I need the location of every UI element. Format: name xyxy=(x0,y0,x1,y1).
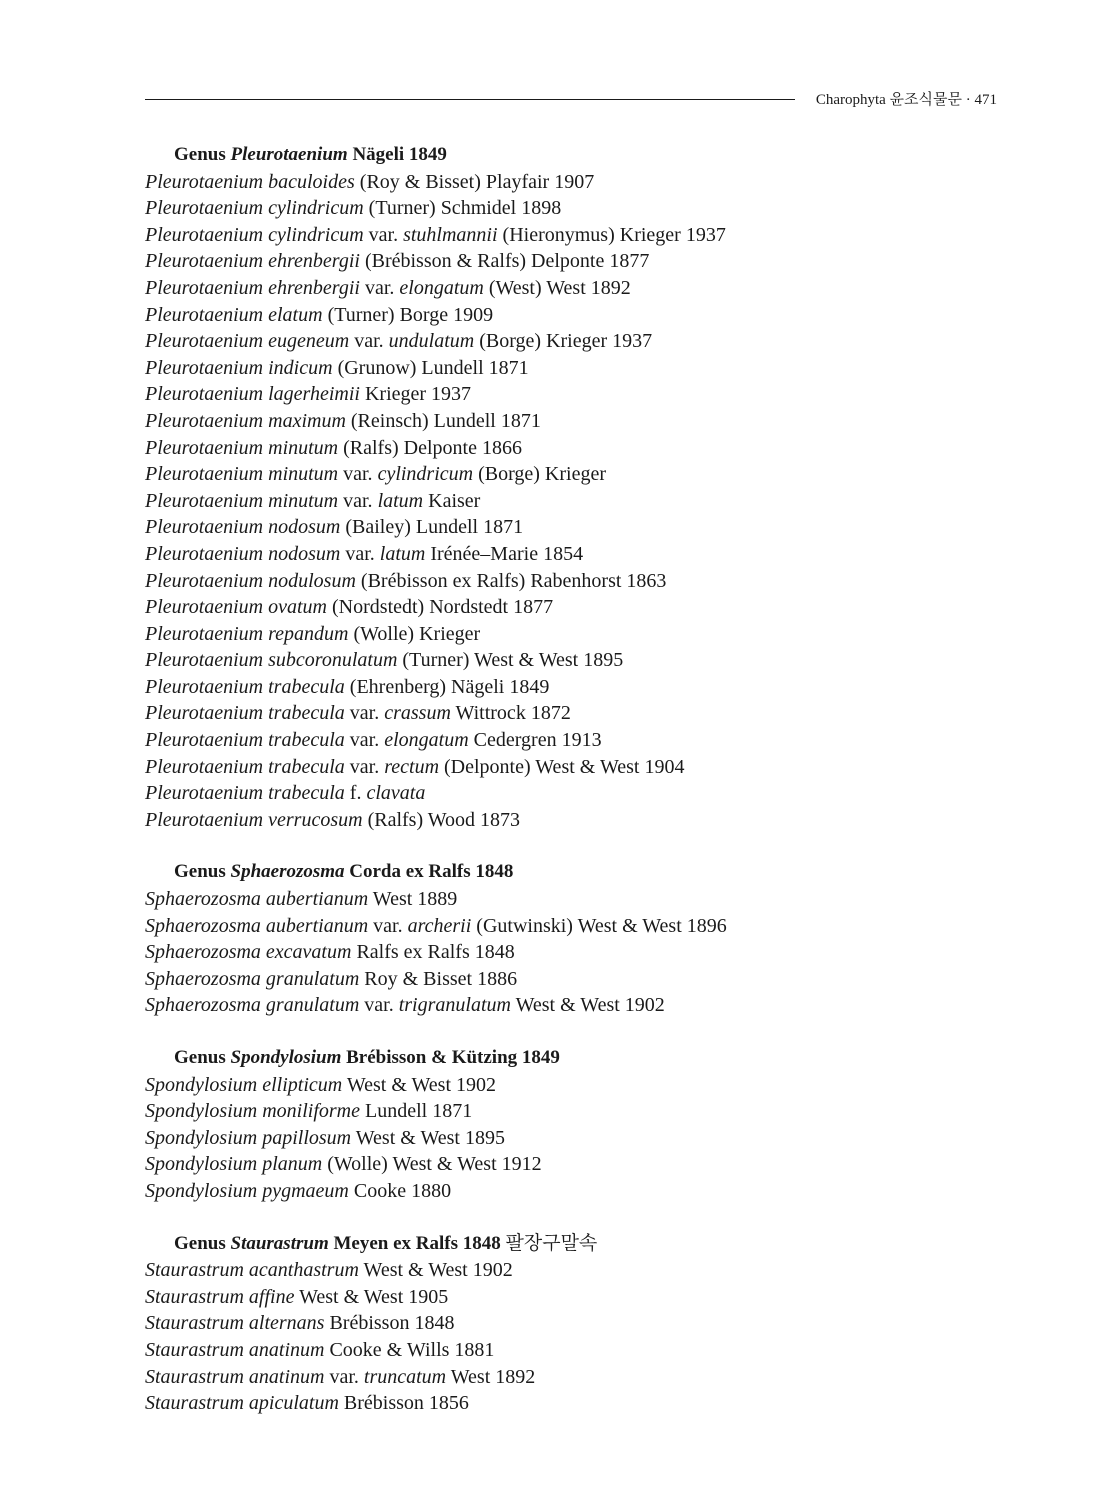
genus-label: Genus xyxy=(174,1047,231,1068)
species-binomial: Pleurotaenium verrucosum xyxy=(145,808,363,831)
infraspecific-rank: var. xyxy=(368,914,408,937)
species-entry xyxy=(145,169,1045,196)
species-authority: (Brébisson ex Ralfs) Rabenhorst 1863 xyxy=(355,569,667,592)
species-authority: Kaiser xyxy=(423,489,481,512)
species-binomial: Pleurotaenium ovatum xyxy=(145,596,328,619)
species-binomial: Sphaerozosma granulatum xyxy=(145,994,360,1017)
species-entry xyxy=(145,435,1045,462)
species-binomial: Staurastrum anatinum xyxy=(145,1365,325,1388)
species-entry xyxy=(145,992,1045,1019)
species-entry xyxy=(145,1284,1045,1311)
species-authority: West & West 1902 xyxy=(358,1259,513,1282)
species-entry xyxy=(145,195,1045,222)
species-entry xyxy=(145,674,1045,701)
infraspecific-epithet: latum xyxy=(379,542,426,565)
infraspecific-epithet: crassum xyxy=(384,702,451,725)
species-authority: West & West 1895 xyxy=(351,1126,505,1149)
species-entry xyxy=(145,886,1045,913)
species-authority: Ralfs ex Ralfs 1848 xyxy=(351,941,515,964)
species-entry xyxy=(145,1390,1045,1417)
infraspecific-epithet: clavata xyxy=(366,782,426,805)
species-binomial: Sphaerozosma excavatum xyxy=(145,941,352,964)
species-entry xyxy=(145,541,1045,568)
infraspecific-epithet: archerii xyxy=(407,914,472,937)
species-authority: Wittrock 1872 xyxy=(450,702,571,725)
species-entry xyxy=(145,1337,1045,1364)
genus-label: Genus xyxy=(174,861,231,883)
species-entry xyxy=(145,248,1045,275)
species-entry xyxy=(145,408,1045,435)
genus-label: Genus xyxy=(174,144,231,165)
species-authority: (Turner) Schmidel 1898 xyxy=(363,197,562,220)
infraspecific-rank: var. xyxy=(359,994,399,1017)
species-authority: Irénée–Marie 1854 xyxy=(425,542,584,565)
species-entry xyxy=(145,594,1045,621)
species-entry xyxy=(145,1310,1045,1337)
species-authority: (Wolle) West & West 1912 xyxy=(322,1153,542,1176)
species-authority: (Grunow) Lundell 1871 xyxy=(332,356,529,379)
species-entry xyxy=(145,621,1045,648)
species-authority: (Bailey) Lundell 1871 xyxy=(340,516,524,539)
species-binomial: Pleurotaenium ehrenbergii xyxy=(145,276,360,299)
species-entry xyxy=(145,1178,1045,1205)
species-authority: (Delponte) West & West 1904 xyxy=(439,755,685,778)
species-authority: (Turner) West & West 1895 xyxy=(397,649,624,672)
genus-section xyxy=(145,1231,1045,1417)
species-binomial: Spondylosium ellipticum xyxy=(145,1073,343,1096)
species-authority: Brébisson 1856 xyxy=(338,1392,469,1415)
species-authority: Cedergren 1913 xyxy=(468,729,602,752)
species-binomial: Pleurotaenium lagerheimii xyxy=(145,383,360,406)
species-entry xyxy=(145,966,1045,993)
infraspecific-rank: var. xyxy=(324,1365,364,1388)
species-entry xyxy=(145,275,1045,302)
species-binomial: Pleurotaenium indicum xyxy=(145,356,333,379)
species-entry xyxy=(145,647,1045,674)
species-binomial: Staurastrum acanthastrum xyxy=(145,1259,359,1282)
species-authority: West 1892 xyxy=(446,1365,536,1388)
genus-name: Staurastrum xyxy=(230,1232,329,1254)
species-authority: (Nordstedt) Nordstedt 1877 xyxy=(327,596,554,619)
genus-heading xyxy=(145,1045,1045,1072)
species-entry xyxy=(145,727,1045,754)
species-entry xyxy=(145,568,1045,595)
infraspecific-rank: var. xyxy=(363,223,404,246)
species-checklist xyxy=(145,142,1045,1443)
species-binomial: Sphaerozosma aubertianum xyxy=(145,888,369,911)
infraspecific-rank: var. xyxy=(349,330,389,353)
species-binomial: Sphaerozosma aubertianum xyxy=(145,914,369,937)
running-head-separator: · xyxy=(962,92,975,108)
page-header xyxy=(145,88,997,112)
species-authority: (Ralfs) Delponte 1866 xyxy=(338,436,522,459)
species-authority: (Hieronymus) Krieger 1937 xyxy=(497,223,726,246)
species-entry xyxy=(145,780,1045,807)
species-entry xyxy=(145,1257,1045,1284)
species-binomial: Pleurotaenium trabecula xyxy=(145,729,345,752)
species-authority: West & West 1902 xyxy=(510,994,665,1017)
genus-section xyxy=(145,1045,1045,1205)
species-authority: (Gutwinski) West & West 1896 xyxy=(471,914,727,937)
page-number: 471 xyxy=(974,92,997,108)
species-entry xyxy=(145,700,1045,727)
species-entry xyxy=(145,381,1045,408)
genus-korean-name: 팔장구말속 xyxy=(500,1232,598,1254)
species-binomial: Spondylosium moniliforme xyxy=(145,1100,360,1123)
genus-section xyxy=(145,859,1045,1019)
species-binomial: Staurastrum apiculatum xyxy=(145,1392,339,1415)
species-entry xyxy=(145,754,1045,781)
genus-name: Pleurotaenium xyxy=(230,144,348,165)
infraspecific-epithet: rectum xyxy=(384,755,440,778)
species-binomial: Pleurotaenium subcoronulatum xyxy=(145,649,398,672)
species-binomial: Spondylosium planum xyxy=(145,1153,323,1176)
species-binomial: Pleurotaenium minutum xyxy=(145,463,339,486)
running-head-title: Charophyta 윤조식물문 xyxy=(815,92,962,108)
species-authority: Roy & Bisset 1886 xyxy=(359,967,518,990)
infraspecific-epithet: trigranulatum xyxy=(398,994,511,1017)
infraspecific-epithet: latum xyxy=(377,489,424,512)
species-authority: Lundell 1871 xyxy=(360,1100,473,1123)
infraspecific-rank: var. xyxy=(340,542,380,565)
genus-label: Genus xyxy=(174,1232,231,1254)
genus-heading xyxy=(145,859,1045,886)
species-binomial: Pleurotaenium elatum xyxy=(145,303,323,326)
infraspecific-rank: var. xyxy=(338,489,378,512)
species-entry xyxy=(145,355,1045,382)
species-authority: (Brébisson & Ralfs) Delponte 1877 xyxy=(359,250,650,273)
species-binomial: Pleurotaenium trabecula xyxy=(145,702,345,725)
species-entry xyxy=(145,461,1045,488)
species-binomial: Sphaerozosma granulatum xyxy=(145,967,360,990)
species-entry xyxy=(145,1098,1045,1125)
species-binomial: Pleurotaenium maximum xyxy=(145,409,346,432)
species-binomial: Pleurotaenium baculoides xyxy=(145,170,355,193)
species-entry xyxy=(145,302,1045,329)
species-binomial: Pleurotaenium cylindricum xyxy=(145,223,364,246)
infraspecific-epithet: cylindricum xyxy=(377,463,474,486)
species-entry xyxy=(145,328,1045,355)
species-authority: (Ralfs) Wood 1873 xyxy=(362,808,521,831)
species-entry xyxy=(145,807,1045,834)
species-entry xyxy=(145,222,1045,249)
genus-author: Meyen ex Ralfs 1848 xyxy=(328,1232,501,1254)
genus-name: Spondylosium xyxy=(230,1047,342,1068)
header-rule xyxy=(145,99,795,100)
species-binomial: Pleurotaenium nodulosum xyxy=(145,569,356,592)
species-entry xyxy=(145,1125,1045,1152)
species-binomial: Pleurotaenium minutum xyxy=(145,436,339,459)
species-binomial: Staurastrum alternans xyxy=(145,1312,325,1335)
species-binomial: Pleurotaenium trabecula xyxy=(145,782,345,805)
species-authority: Krieger 1937 xyxy=(359,383,472,406)
infraspecific-epithet: elongatum xyxy=(399,276,484,299)
species-authority: (Borge) Krieger 1937 xyxy=(474,330,653,353)
infraspecific-epithet: elongatum xyxy=(384,729,469,752)
infraspecific-rank: var. xyxy=(338,463,378,486)
infraspecific-rank: var. xyxy=(344,729,385,752)
infraspecific-rank: var. xyxy=(344,755,385,778)
species-binomial: Pleurotaenium cylindricum xyxy=(145,197,364,220)
species-binomial: Pleurotaenium nodosum xyxy=(145,516,341,539)
infraspecific-epithet: undulatum xyxy=(388,330,475,353)
species-authority: (West) West 1892 xyxy=(483,276,631,299)
species-entry xyxy=(145,913,1045,940)
species-authority: (Borge) Krieger xyxy=(473,463,607,486)
infraspecific-rank: var. xyxy=(359,276,400,299)
species-binomial: Staurastrum anatinum xyxy=(145,1338,325,1361)
species-authority: West & West 1905 xyxy=(294,1285,449,1308)
species-authority: West 1889 xyxy=(368,888,458,911)
species-binomial: Pleurotaenium ehrenbergii xyxy=(145,250,360,273)
infraspecific-rank: f. xyxy=(344,782,367,805)
species-entry xyxy=(145,1151,1045,1178)
species-binomial: Staurastrum affine xyxy=(145,1285,295,1308)
species-authority: Cooke 1880 xyxy=(348,1179,452,1202)
infraspecific-epithet: stuhlmannii xyxy=(403,223,498,246)
species-authority: Cooke & Wills 1881 xyxy=(324,1338,495,1361)
species-authority: (Turner) Borge 1909 xyxy=(322,303,494,326)
species-binomial: Pleurotaenium eugeneum xyxy=(145,330,350,353)
genus-name: Sphaerozosma xyxy=(230,861,345,883)
genus-heading xyxy=(145,1231,1045,1258)
species-entry xyxy=(145,488,1045,515)
genus-author: Nägeli 1849 xyxy=(347,144,447,165)
genus-author: Corda ex Ralfs 1848 xyxy=(344,861,514,883)
species-binomial: Pleurotaenium minutum xyxy=(145,489,339,512)
species-binomial: Spondylosium papillosum xyxy=(145,1126,352,1149)
species-entry xyxy=(145,514,1045,541)
species-entry xyxy=(145,939,1045,966)
species-binomial: Spondylosium pygmaeum xyxy=(145,1179,349,1202)
species-binomial: Pleurotaenium trabecula xyxy=(145,755,345,778)
species-authority: (Ehrenberg) Nägeli 1849 xyxy=(344,675,550,698)
species-authority: (Reinsch) Lundell 1871 xyxy=(345,409,541,432)
infraspecific-rank: var. xyxy=(344,702,385,725)
genus-heading xyxy=(145,142,1045,169)
species-binomial: Pleurotaenium repandum xyxy=(145,622,349,645)
running-head xyxy=(816,88,997,112)
species-authority: West & West 1902 xyxy=(342,1073,497,1096)
species-binomial: Pleurotaenium nodosum xyxy=(145,542,341,565)
species-authority: Brébisson 1848 xyxy=(324,1312,455,1335)
infraspecific-epithet: truncatum xyxy=(363,1365,447,1388)
species-entry xyxy=(145,1072,1045,1099)
species-binomial: Pleurotaenium trabecula xyxy=(145,675,345,698)
species-authority: (Roy & Bisset) Playfair 1907 xyxy=(354,170,595,193)
species-entry xyxy=(145,1364,1045,1391)
genus-author: Brébisson & Kützing 1849 xyxy=(341,1047,560,1068)
genus-section xyxy=(145,142,1045,833)
species-authority: (Wolle) Krieger xyxy=(348,622,481,645)
